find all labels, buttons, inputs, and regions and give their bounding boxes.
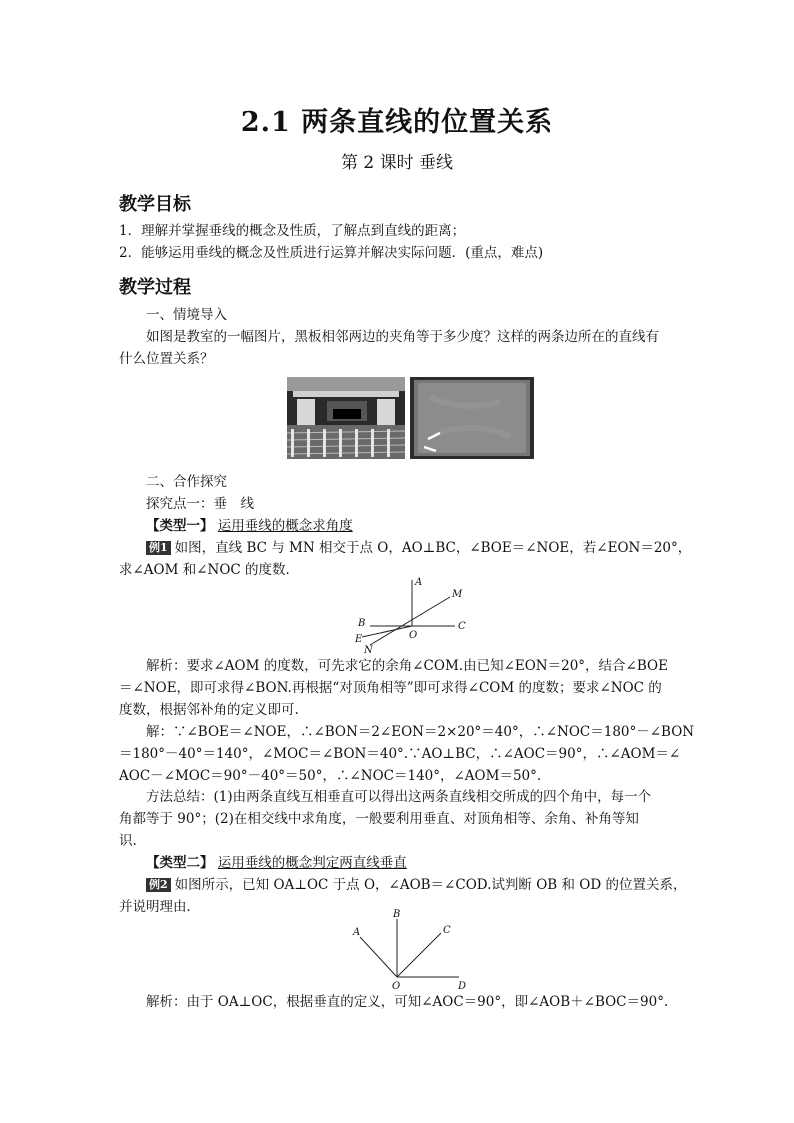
blackboard-photo [410, 377, 534, 459]
intro-heading: 一、情境导入 [146, 307, 227, 323]
example1-solution-line-2: ＝180°－40°＝140°，∠MOC＝∠BON＝40°.∵AO⊥BC，∴∠AOC＝90°，∴∠AOM＝∠ [119, 746, 681, 762]
example1-analysis-line-2: ＝∠NOE，即可求得∠BON.再根据“对顶角相等”即可求得∠COM 的度数；要求∠NOC 的 [119, 680, 662, 696]
type2-tag: 【类型二】 [146, 855, 214, 871]
fig1-label-e: E [355, 634, 363, 645]
page-title: 2.1 两条直线的位置关系 [240, 107, 554, 138]
example2-badge: 例2 [146, 878, 171, 892]
type1-tag: 【类型一】 [146, 518, 214, 534]
example1-problem-line-2: 求∠AOM 和∠NOC 的度数． [119, 562, 300, 578]
fig1-label-b: B [358, 618, 366, 629]
ray-oc [397, 933, 441, 977]
ray-oa [360, 937, 397, 977]
explore-point-1: 探究点一：垂 线 [146, 496, 254, 512]
fig2-label-o: O [392, 981, 401, 992]
process-heading: 教学过程 [119, 277, 191, 298]
example2-problem-line-1 [146, 874, 686, 896]
example1-problem-line-1 [146, 537, 691, 559]
example1-problem-text: 如图，直线 BC 与 MN 相交于点 O，AO⊥BC，∠BOE＝∠NOE，若∠EON＝20°， [174, 540, 692, 556]
fig2-label-b: B [393, 909, 401, 920]
goal-item-2: 2．能够运用垂线的概念及性质进行运算并解决实际问题．(重点，难点) [119, 245, 544, 261]
example2-analysis: 解析：由于 OA⊥OC，根据垂直的定义，可知∠AOC＝90°，即∠AOB＋∠BOC＝90°. [146, 994, 669, 1010]
example1-solution-line-1: 解：∵∠BOE＝∠NOE，∴∠BON＝2∠EON＝2×20°＝40°，∴∠NOC＝180°－∠BON [146, 724, 695, 740]
figure-1-intersecting-lines [350, 575, 480, 655]
goals-heading: 教学目标 [119, 194, 191, 215]
fig2-label-a: A [353, 927, 361, 938]
type1-title: 运用垂线的概念求角度 [217, 518, 353, 534]
example1-summary-line-2: 角都等于 90°；(2)在相交线中求角度，一般要利用垂直、对顶角相等、余角、补角等知 [119, 811, 639, 827]
fig1-label-m: M [452, 589, 463, 600]
example1-analysis-line-1: 解析：要求∠AOM 的度数，可先求它的余角∠COM.由已知∠EON＝20°，结合∠BOE [146, 658, 668, 674]
fig1-label-n: N [364, 645, 373, 655]
intro-text-line-2: 什么位置关系？ [119, 351, 214, 367]
fig1-label-a: A [415, 577, 423, 588]
example1-summary-line-3: 识. [119, 833, 137, 849]
example1-badge: 例1 [146, 541, 171, 555]
fig1-label-o: O [409, 630, 418, 641]
page-subtitle: 第 2 课时 垂线 [340, 153, 454, 173]
figure-2-rays [345, 905, 475, 993]
example1-analysis-line-3: 度数，根据邻补角的定义即可. [119, 702, 299, 718]
goal-item-1: 1．理解并掌握垂线的概念及性质，了解点到直线的距离； [119, 223, 466, 239]
fig2-label-c: C [443, 925, 451, 936]
example1-solution-line-3: AOC－∠MOC＝90°－40°＝50°，∴∠NOC＝140°，∠AOM＝50°. [119, 768, 542, 784]
example2-problem-line-2: 并说明理由． [119, 899, 200, 915]
explore-heading: 二、合作探究 [146, 474, 227, 490]
type2-heading [146, 852, 407, 874]
example1-summary-line-1: 方法总结：(1)由两条直线互相垂直可以得出这两条直线相交所成的四个角中，每一个 [146, 789, 652, 805]
fig2-label-d: D [458, 981, 467, 992]
fig1-label-c: C [458, 621, 466, 632]
classroom-photo [287, 377, 405, 459]
intro-text-line-1: 如图是教室的一幅图片，黑板相邻两边的夹角等于多少度？这样的两条边所在的直线有 [146, 329, 659, 345]
type1-heading [146, 515, 353, 537]
type2-title: 运用垂线的概念判定两直线垂直 [217, 855, 407, 871]
example2-problem-text: 如图所示，已知 OA⊥OC 于点 O，∠AOB＝∠COD.试判断 OB 和 OD 的位置关系， [174, 877, 687, 893]
